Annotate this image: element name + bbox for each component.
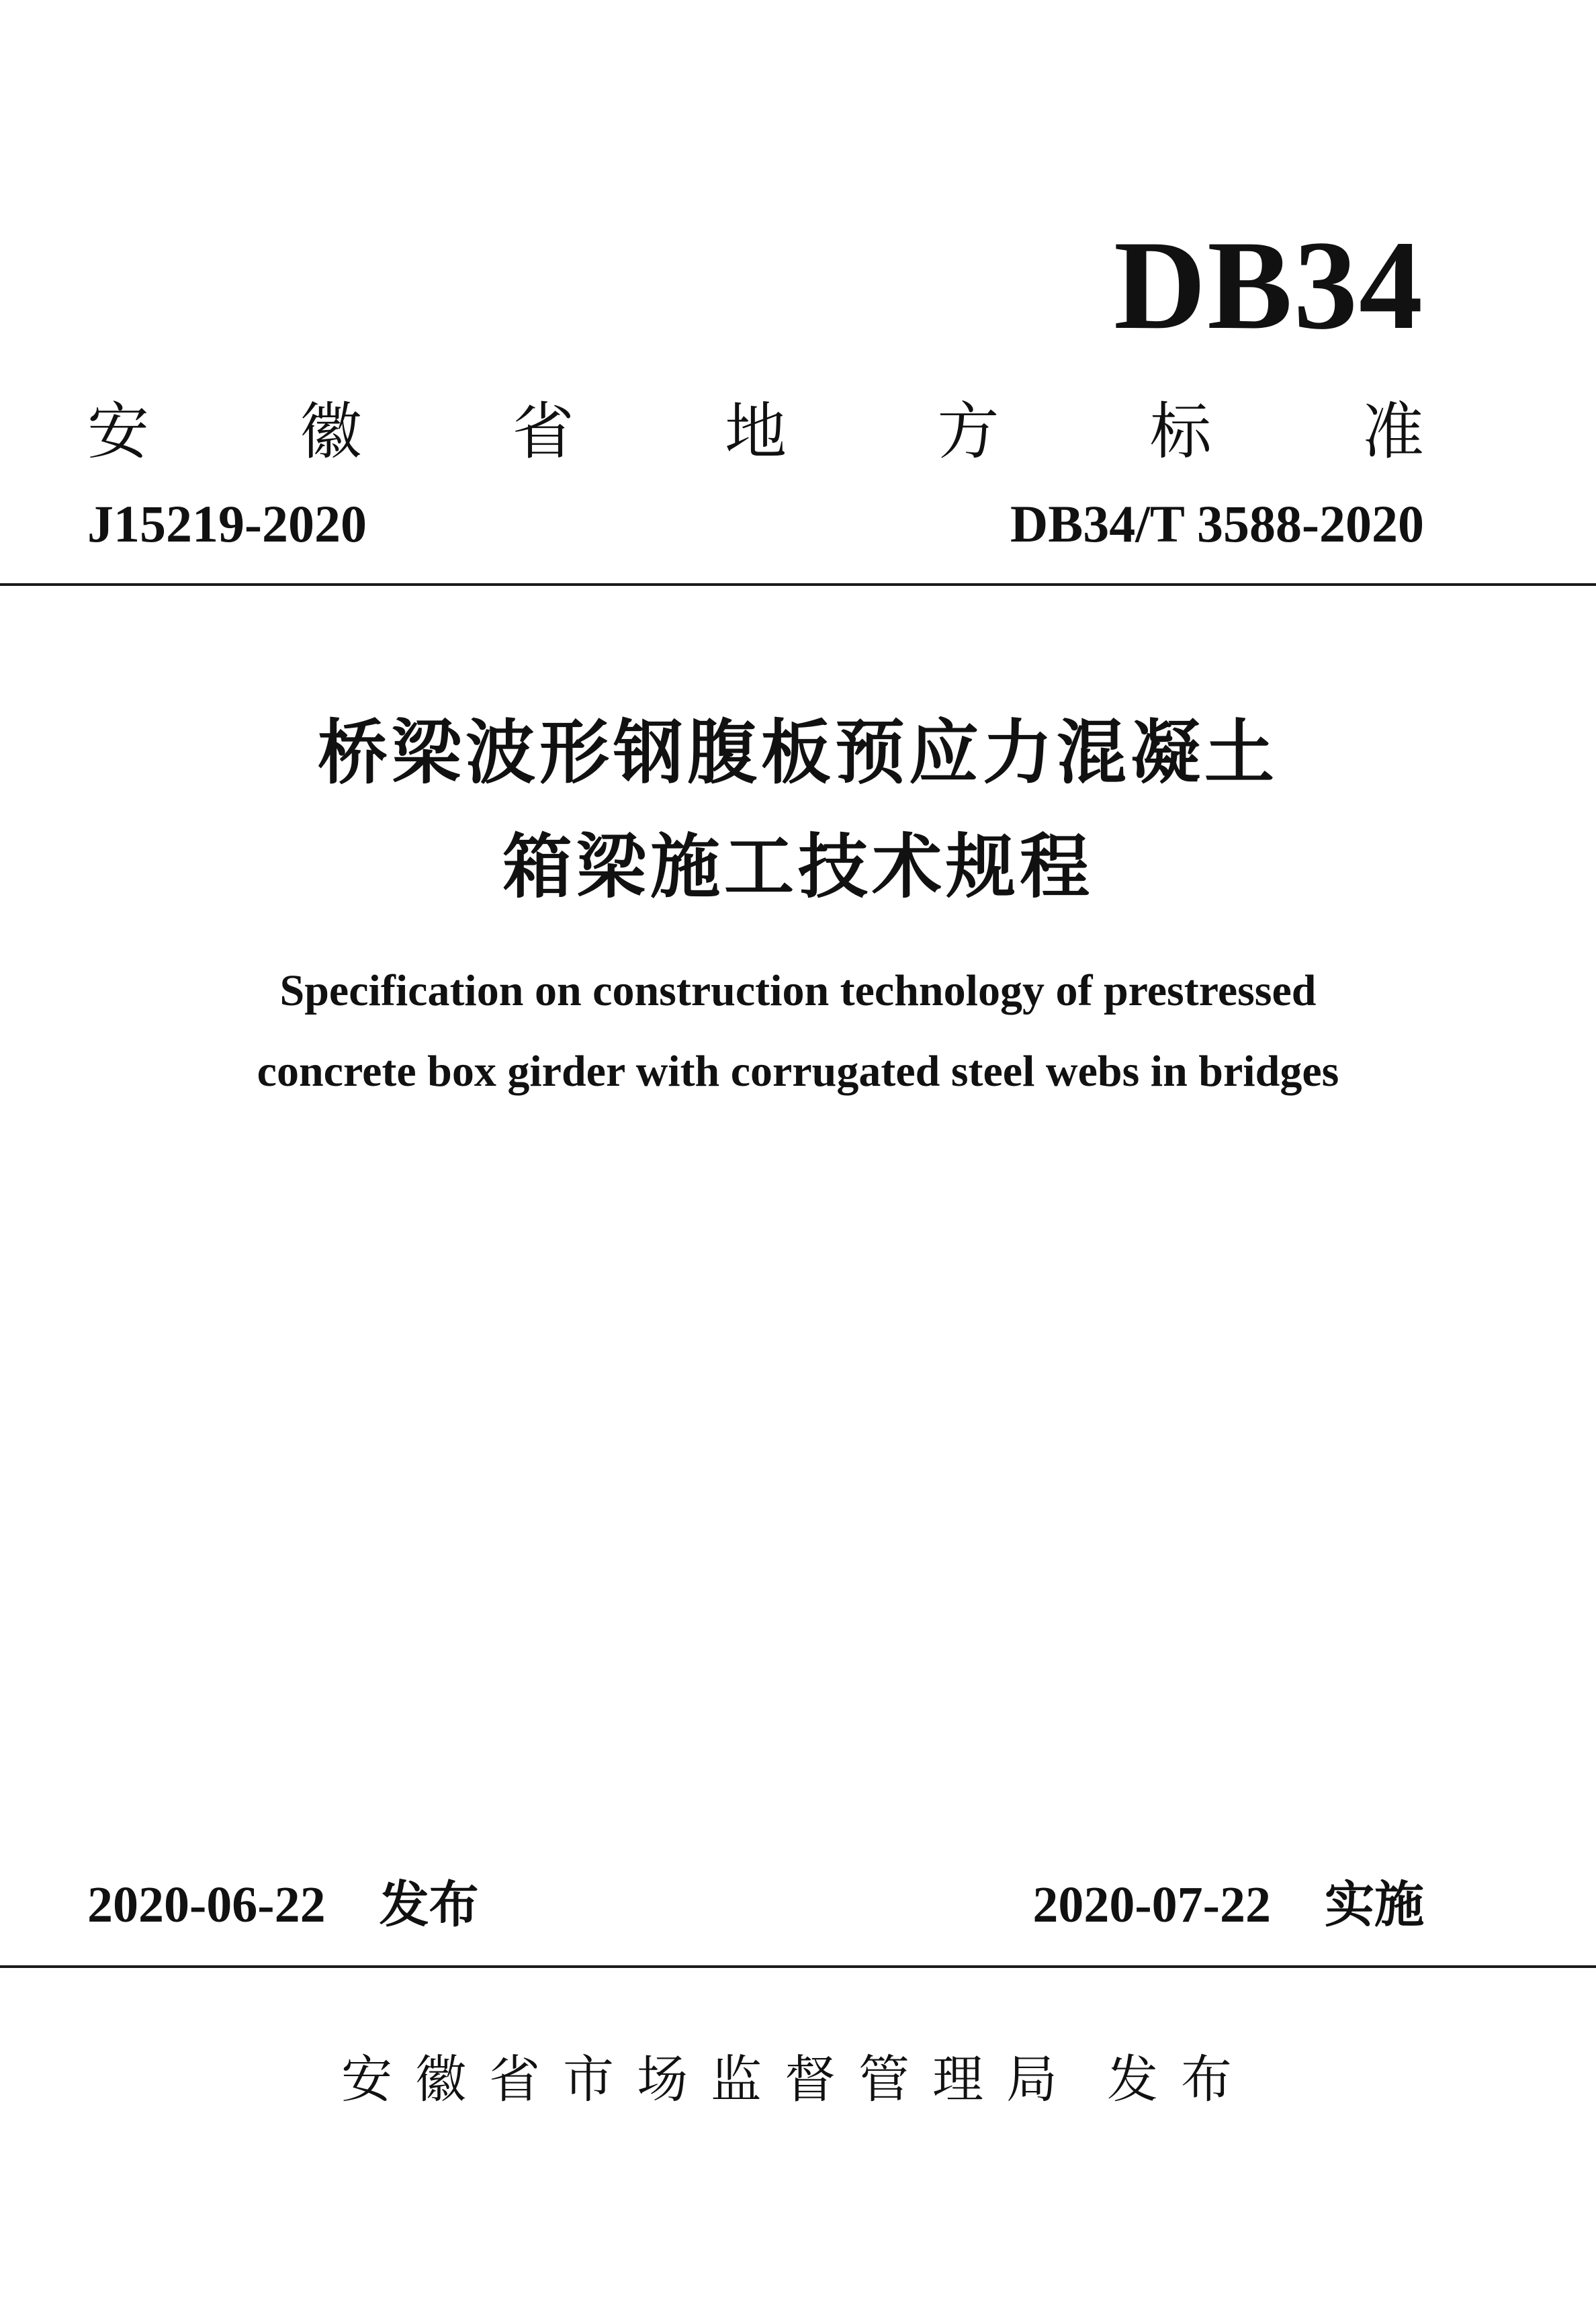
- standard-type-char: 准: [1362, 396, 1424, 468]
- title-en-line-2: concrete box girder with corrugated steel webs in bridges: [257, 1047, 1339, 1096]
- standard-number: DB34/T 3588-2020: [1010, 495, 1424, 553]
- implement-label: 实施: [1325, 1876, 1424, 1934]
- publisher-name: 安徽省市场监督管理局: [341, 2049, 1080, 2109]
- standard-type-heading: [87, 376, 1424, 477]
- standard-type-char: 方: [937, 396, 1000, 468]
- standard-code-mark: DB34: [1114, 215, 1424, 356]
- footer-divider: [0, 1965, 1596, 1968]
- record-number: J15219-2020: [87, 495, 367, 553]
- implement-date-block: [954, 1871, 1424, 1938]
- implement-date: 2020-07-22: [1032, 1877, 1271, 1933]
- header-divider: [0, 583, 1596, 586]
- title-zh-line-1: 桥梁波形钢腹板预应力混凝土: [317, 712, 1278, 794]
- issue-date-block: [87, 1871, 479, 1938]
- issue-label: 发布: [379, 1876, 479, 1934]
- standard-type-char: 地: [724, 396, 787, 468]
- title-zh-line-2: 箱梁施工技术规程: [502, 826, 1094, 908]
- standard-type-char: 标: [1149, 396, 1212, 468]
- standard-type-char: 安: [87, 396, 150, 468]
- standard-type-char: 省: [512, 396, 574, 468]
- publisher-line: [0, 2043, 1596, 2116]
- title-en-line-1: Specification on construction technology of prestressed: [279, 966, 1317, 1015]
- issue-date: 2020-06-22: [87, 1877, 326, 1933]
- standard-type-char: 徽: [300, 396, 362, 468]
- publisher-label: 发布: [1107, 2049, 1255, 2109]
